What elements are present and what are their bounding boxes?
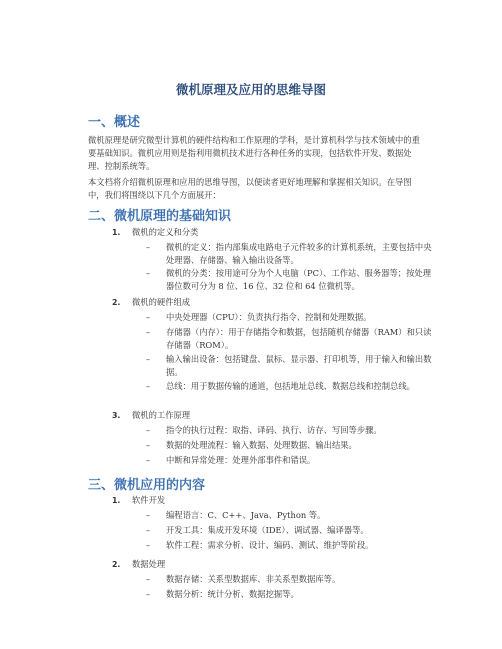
sub-list-text: 微机的分类：按用途可分为个人电脑（PC）、工作站、服务器等；按处理器位数可分为 8 位、16 位、32 位和 64 位微机等。 <box>166 268 431 291</box>
sub-list-text: 软件工程：需求分析、设计、编码、测试、维护等阶段。 <box>166 540 374 550</box>
sub-list-item: – 微机的定义：指内部集成电路电子元件较多的计算机系统，主要包括中央处理器、存储器、输入输出设备等。 <box>146 241 436 267</box>
list-item <box>112 409 190 422</box>
sub-list-item: – 开发工具：集成开发环境（IDE）、调试器、编译器等。 <box>146 524 436 537</box>
sub-list-text: 总线：用于数据传输的通道，包括地址总线、数据总线和控制总线。 <box>166 381 415 391</box>
sub-list-item: – 数据的处理流程：输入数据、处理数据、输出结果。 <box>146 439 436 452</box>
sub-list-item: – 数据存储：关系型数据库、非关系型数据库等。 <box>146 573 436 586</box>
sub-list-text: 数据分析：统计分析、数据挖掘等。 <box>166 589 299 599</box>
overview-paragraph-2: 本文档将介绍微机原理和应用的思维导图，以便读者更好地理解和掌握相关知识。在导图中，我们将围绕以下几个方面展开： <box>88 177 412 200</box>
list-item-label: 微机的定义和分类 <box>132 227 199 237</box>
sub-list-text: 微机的定义：指内部集成电路电子元件较多的计算机系统，主要包括中央处理器、存储器、输入输出设备等。 <box>166 242 432 265</box>
list-item-label: 微机的工作原理 <box>132 410 191 420</box>
sub-list-text: 数据存储：关系型数据库、非关系型数据库等。 <box>166 574 341 584</box>
sub-list-item: – 中断和异常处理：处理外部事件和错误。 <box>146 454 436 467</box>
list-item <box>112 494 165 507</box>
list-number: 2. <box>112 560 121 569</box>
sub-list-item: – 总线：用于数据传输的通道，包括地址总线、数据总线和控制总线。 <box>146 380 436 393</box>
section-heading-overview: 一、概述 <box>88 115 141 130</box>
sub-list-text: 中央处理器（CPU）：负责执行指令、控制和处理数据。 <box>166 312 372 322</box>
list-item <box>112 226 198 239</box>
list-number: 1. <box>112 496 121 505</box>
sub-list-text: 输入输出设备：包括键盘、鼠标、显示器、打印机等，用于输入和输出数据。 <box>166 354 432 377</box>
list-number: 2. <box>112 298 121 307</box>
section-heading-applications: 三、微机应用的内容 <box>88 478 206 493</box>
sub-list-text: 编程语言：C、C++、Java、Python 等。 <box>166 510 326 520</box>
overview-paragraph-1: 微机原理是研究微型计算机的硬件结构和工作原理的学科，是计算机科学与技术领域中的重要基础知识。微机应用则是指利用微机技术进行各种任务的实现，包括软件开发、数据处理、控制系统等。 <box>88 135 420 171</box>
sub-list-text: 中断和异常处理：处理外部事件和错误。 <box>166 455 316 465</box>
sub-list-text: 数据的处理流程：输入数据、处理数据、输出结果。 <box>166 440 357 450</box>
list-item <box>112 558 165 571</box>
sub-list-text: 指令的执行过程：取指、译码、执行、访存、写回等步骤。 <box>166 425 382 435</box>
list-item-label: 数据处理 <box>132 559 166 569</box>
list-number: 3. <box>112 411 121 420</box>
list-item <box>112 296 190 309</box>
sub-list-item: – 中央处理器（CPU）：负责执行指令、控制和处理数据。 <box>146 311 436 324</box>
sub-list-text: 开发工具：集成开发环境（IDE）、调试器、编译器等。 <box>166 525 369 535</box>
sub-list-item: – 编程语言：C、C++、Java、Python 等。 <box>146 509 436 522</box>
list-number: 1. <box>112 228 121 237</box>
sub-list-item: – 存储器（内存）：用于存储指令和数据，包括随机存储器（RAM）和只读存储器（ROM）。 <box>146 326 436 352</box>
sub-list-item: – 微机的分类：按用途可分为个人电脑（PC）、工作站、服务器等；按处理器位数可分为 8 位、16 位、32 位和 64 位微机等。 <box>146 267 436 293</box>
sub-list-item: – 指令的执行过程：取指、译码、执行、访存、写回等步骤。 <box>146 424 436 437</box>
document-title: 微机原理及应用的思维导图 <box>175 82 326 97</box>
list-item-label: 微机的硬件组成 <box>132 297 191 307</box>
sub-list-item: – 数据分析：统计分析、数据挖掘等。 <box>146 588 436 601</box>
section-heading-basics: 二、微机原理的基础知识 <box>88 209 232 224</box>
sub-list-item: – 输入输出设备：包括键盘、鼠标、显示器、打印机等，用于输入和输出数据。 <box>146 353 436 379</box>
sub-list-item: – 软件工程：需求分析、设计、编码、测试、维护等阶段。 <box>146 539 436 552</box>
sub-list-text: 存储器（内存）：用于存储指令和数据，包括随机存储器（RAM）和只读存储器（ROM）。 <box>166 327 432 350</box>
list-item-label: 软件开发 <box>132 495 166 505</box>
